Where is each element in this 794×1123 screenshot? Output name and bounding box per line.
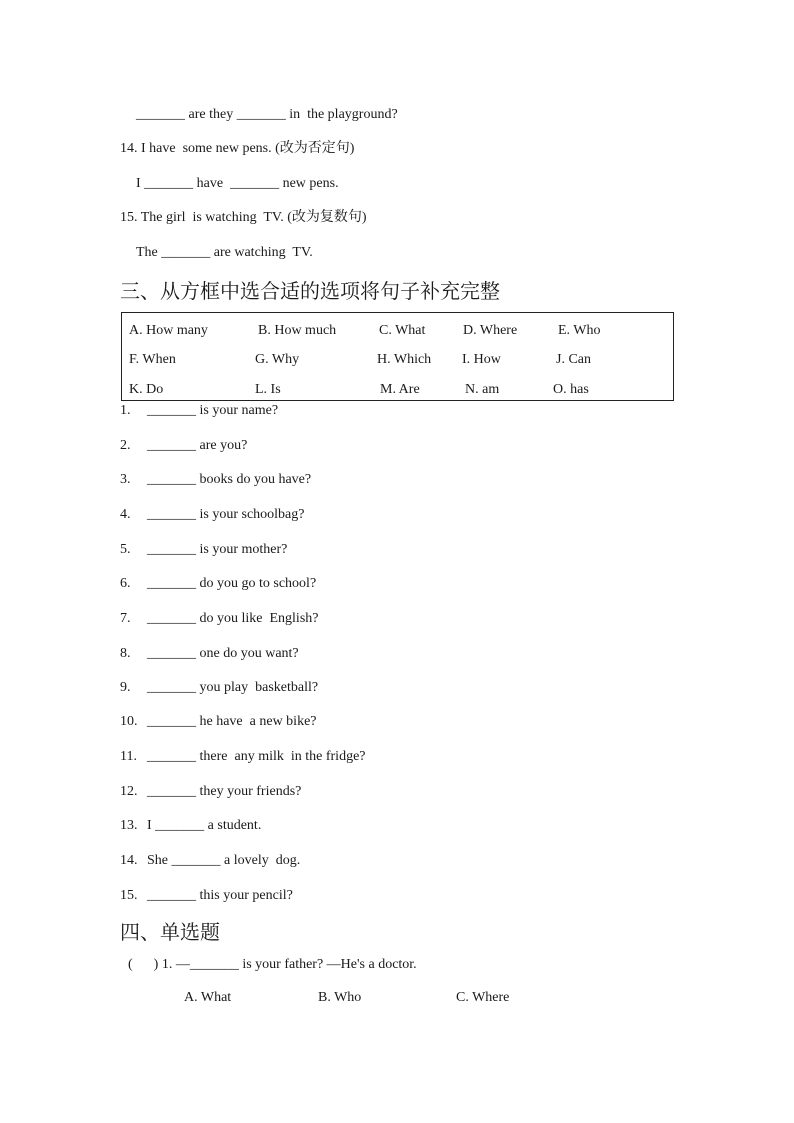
mc-choice-a: A. What — [184, 990, 232, 1005]
q15-prompt: 15. The girl is watching TV. (改为复数句) — [120, 210, 367, 225]
option-c: C. What — [379, 323, 426, 338]
list-item-text: _______ this your pencil? — [147, 888, 293, 903]
list-item-text: _______ do you like English? — [147, 611, 319, 626]
option-m: M. Are — [380, 382, 420, 397]
list-item-num: 7. — [120, 611, 131, 626]
list-item-text: _______ are you? — [147, 438, 248, 453]
list-item-text: _______ he have a new bike? — [147, 714, 317, 729]
list-item-num: 11. — [120, 749, 137, 764]
option-h: H. Which — [377, 352, 432, 367]
list-item-text: _______ one do you want? — [147, 646, 299, 661]
option-b: B. How much — [258, 323, 337, 338]
option-i: I. How — [462, 352, 501, 367]
list-item-num: 12. — [120, 784, 138, 799]
list-item-text: She _______ a lovely dog. — [147, 853, 301, 868]
list-item-num: 1. — [120, 403, 131, 418]
option-e: E. Who — [558, 323, 601, 338]
options-box — [121, 312, 674, 401]
option-k: K. Do — [129, 382, 164, 397]
list-item-text: _______ there any milk in the fridge? — [147, 749, 366, 764]
option-n: N. am — [465, 382, 500, 397]
list-item-num: 4. — [120, 507, 131, 522]
list-item-num: 8. — [120, 646, 131, 661]
q14-answer-line: I _______ have _______ new pens. — [136, 176, 339, 191]
list-item-num: 15. — [120, 888, 138, 903]
list-item-num: 5. — [120, 542, 131, 557]
list-item-num: 9. — [120, 680, 131, 695]
list-item-text: _______ books do you have? — [147, 472, 312, 487]
mc-choice-b: B. Who — [318, 990, 362, 1005]
list-item-text: _______ is your name? — [147, 403, 279, 418]
list-item-text: _______ do you go to school? — [147, 576, 317, 591]
list-item-num: 3. — [120, 472, 131, 487]
list-item-num: 10. — [120, 714, 138, 729]
list-item-text: _______ is your mother? — [147, 542, 288, 557]
list-item-text: _______ is your schoolbag? — [147, 507, 305, 522]
list-item-num: 13. — [120, 818, 138, 833]
option-l: L. Is — [255, 382, 281, 397]
option-f: F. When — [129, 352, 176, 367]
option-j: J. Can — [556, 352, 591, 367]
q13-answer-line: _______ are they _______ in the playground? — [136, 107, 398, 122]
list-item-text: _______ you play basketball? — [147, 680, 319, 695]
option-o: O. has — [553, 382, 589, 397]
option-g: G. Why — [255, 352, 300, 367]
list-item-text: I _______ a student. — [147, 818, 262, 833]
q15-answer-line: The _______ are watching TV. — [136, 245, 313, 260]
option-d: D. Where — [463, 323, 518, 338]
section4-heading: 四、单选题 — [120, 920, 220, 944]
list-item-num: 6. — [120, 576, 131, 591]
section3-heading: 三、从方框中选合适的选项将句子补充完整 — [120, 279, 500, 303]
q14-prompt: 14. I have some new pens. (改为否定句) — [120, 141, 355, 156]
mc-question-1: ( ) 1. —_______ is your father? —He's a doctor. — [128, 957, 417, 972]
mc-choice-c: C. Where — [456, 990, 510, 1005]
list-item-num: 14. — [120, 853, 138, 868]
list-item-num: 2. — [120, 438, 131, 453]
list-item-text: _______ they your friends? — [147, 784, 302, 799]
option-a: A. How many — [129, 323, 208, 338]
